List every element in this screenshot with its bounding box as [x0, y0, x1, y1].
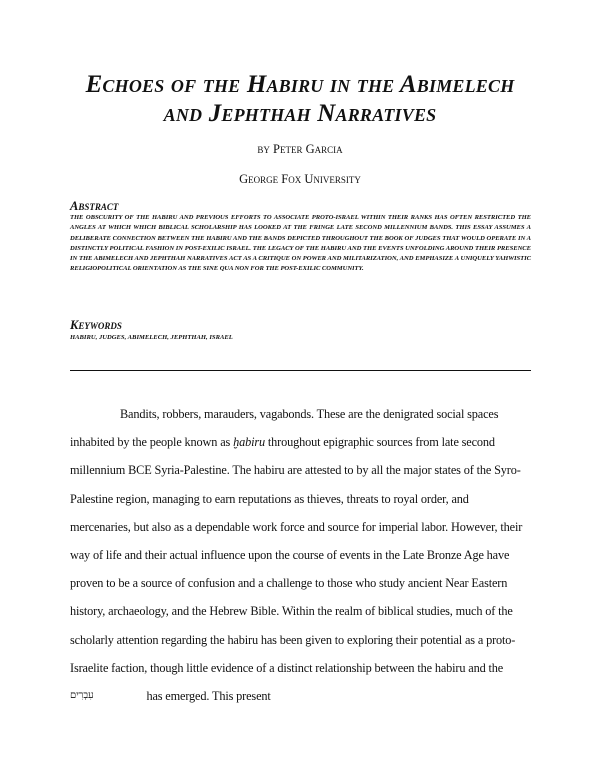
keywords-heading: Keywords — [70, 318, 122, 332]
abstract-heading: Abstract — [70, 199, 119, 213]
author-affiliation: George Fox University — [239, 172, 361, 186]
body-text-part-2: throughout epigraphic sources from late second millennium BCE Syria-Palestine. The habiru are attested to by all the major states of the Syro-Palestine region, managing to earn reputations as thieves, threats to royal order, and mercenaries, but also as a dependable work force and source for imperial labor. However, their way of life and their actual influence upon the course of events in the Late Bronze Age have proven to be a source of confusion and a challenge to those who study ancient Near Eastern history, archaeology, and the Hebrew Bible. Within the realm of biblical studies, much of the scholarly attention regarding the habiru has been given to exploring their potential as a proto-Israelite faction, though little evidence of a distinct relationship between the habiru and the — [70, 435, 523, 675]
abstract-text: THE OBSCURITY OF THE HABIRU AND PREVIOUS EFFORTS TO ASSOCIATE PROTO-ISRAEL WITHIN THEIR RANKS HAS OFTEN RESTRICTED THE ANGLES AT WHICH WHICH BIBLICAL SCHOLARSHIP HAS LOOKED AT THE FRINGE LATE SECOND MILLENNIUM BANDS. THIS ESSAY ASSUMES A DELIBERATE CONNECTION BETWEEN THE HABIRU AND THE BANDS DEPICTED THROUGHOUT THE BOOK OF JUDGES THAT WOULD OPERATE IN A DISTINCTLY POLITICAL FASHION IN POST-EXILIC ISRAEL. THE LEGACY OF THE HABIRU AND THE EVENTS UNFOLDING AROUND THEIR PRESENCE IN THE ABIMELECH AND JEPHTHAH NARRATIVES ACT AS A CRITIQUE ON POWER AND MILITARIZATION, AND EMPHASIZE A UNIQUELY YAHWISTIC RELIGIOPOLITICAL ORIENTATION AS THE SINE QUA NON FOR THE POST-EXILIC COMMUNITY. — [70, 214, 531, 273]
body-text-part-1: Bandits, robbers, marauders, vagabonds. These are the denigrated social spaces inhabited by the people known as — [70, 407, 499, 450]
hebrew-term: עִבְרִים — [70, 690, 94, 702]
body-paragraph — [70, 400, 531, 710]
author-byline: by Peter Garcia — [257, 142, 343, 156]
keywords-text: HABIRU, JUDGES, ABIMELECH, JEPHTHAH, ISRAEL — [70, 334, 233, 341]
section-divider — [70, 370, 531, 371]
body-text — [70, 400, 531, 710]
paper-title-line-2: and Jephthah Narratives — [163, 100, 437, 127]
paper-title-line-1: Echoes of the Habiru in the Abimelech — [85, 71, 515, 98]
habiru-term: ḫabiru — [233, 435, 265, 450]
body-text-part-3: has emerged. This present — [143, 689, 271, 704]
